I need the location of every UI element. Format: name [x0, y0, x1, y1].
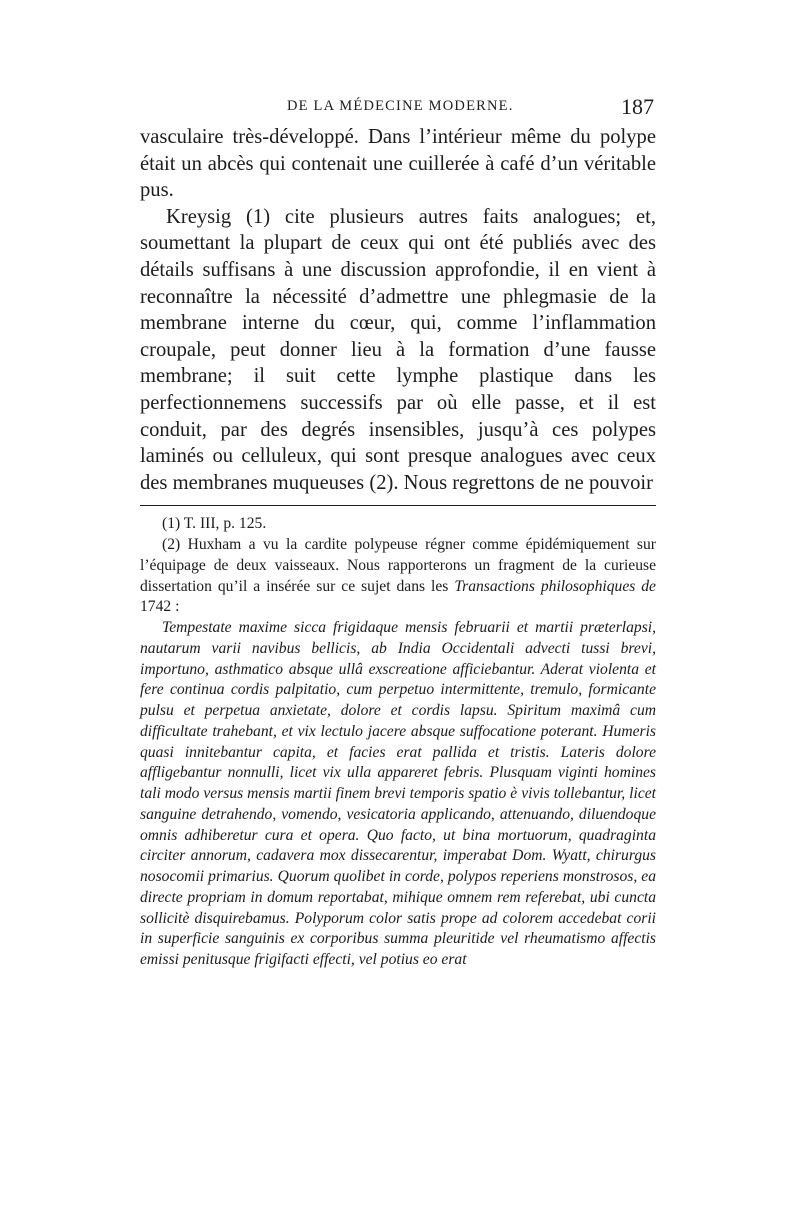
footnotes — [140, 514, 656, 971]
footnote-1: (1) T. III, p. 125. — [162, 515, 267, 533]
latin-quotation: Tempestate maxime sicca frigidaque mensis februarii et martii præterlapsi, nautarum varii navibus bellicis, ab India Occidentali advecti tussi brevi, importuno, asthmatico absque ullâ exscreatione afficiebantur. Aderat violenta et fere continua cordis palpitatio, cum perpetuo intermittente, tremulo, formicante pulsu et perpetua anxietate, dolore et cordis lapsu. Spiritum maximâ cum difficultate trahebant, et vix lectulo jacere absque suffocatione poterant. Humeris quasi innitebantur capita, et facies erat pallida et tristis. Lateris dolore affligebantur nonnulli, licet vix ulla appareret febris. Plusquam viginti homines tali modo versus mensis martii finem brevi temporis spatio è vivis tollebantur, licet sanguine detrahendo, vomendo, vesicatoria applicando, attenuando, diluendoque omnis adhiberetur cura et opera. Quo facto, ut bina mortuorum, quadraginta circiter annorum, cadavera mox dissecarentur, imperabat Dom. Wyatt, chirurgus nosocomii primarius. Quorum quolibet in corde, polypos reperiens monstrosos, ea directe propriam in domum reportabat, mihique omnem rem referebat, ubi cuncta sollicitè disquirebamus. Polyporum color satis prope ad colorem accedebat corii in superficie sanguinis ex corporibus summa pleuritide vel rheumatismo affectis emissi penitusque frigifacti effecti, vel potius eo erat — [140, 619, 656, 969]
footnote-2-intro: (2) Huxham a vu la cardite polypeuse régner comme épidémiquement sur l’équipage de deux vaisseaux. Nous rapporterons un fragment de la curieuse dissertation qu’il a insérée sur ce sujet dans les — [140, 536, 656, 595]
main-text — [140, 124, 656, 496]
page-number: 187 — [621, 94, 654, 119]
footnote-2-source-year: 1742 : — [140, 598, 180, 616]
footnote-2 — [140, 535, 656, 618]
body-paragraph-2: Kreysig (1) cite plusieurs autres faits analogues; et, soumettant la plupart de ceux qui ont été publiés avec des détails suffisans à une discussion approfondie, il en vient à reconnaître la nécessité d’admettre une phlegmasie de la membrane interne du cœur, qui, comme l’inflammation croupale, peut donner lieu à la formation d’une fausse membrane; il suit cette lymphe plastique dans les perfectionnemens successifs par où elle passe, et il est conduit, par des degrés insensibles, jusqu’à ces polypes laminés ou celluleux, qui sont presque analogues avec ceux des membranes muqueuses (2). Nous regrettons de ne pouvoir — [140, 205, 656, 494]
running-head — [140, 96, 656, 124]
body-paragraph-1: vasculaire très-développé. Dans l’intérieur même du polype était un abcès qui contenait une cuillerée à café d’un véritable pus. — [140, 126, 656, 202]
running-title: DE LA MÉDECINE MODERNE. — [287, 98, 514, 114]
book-page — [140, 96, 656, 971]
footnote-divider — [140, 505, 656, 506]
footnote-2-source-title: Transactions philosophiques de — [454, 577, 656, 595]
